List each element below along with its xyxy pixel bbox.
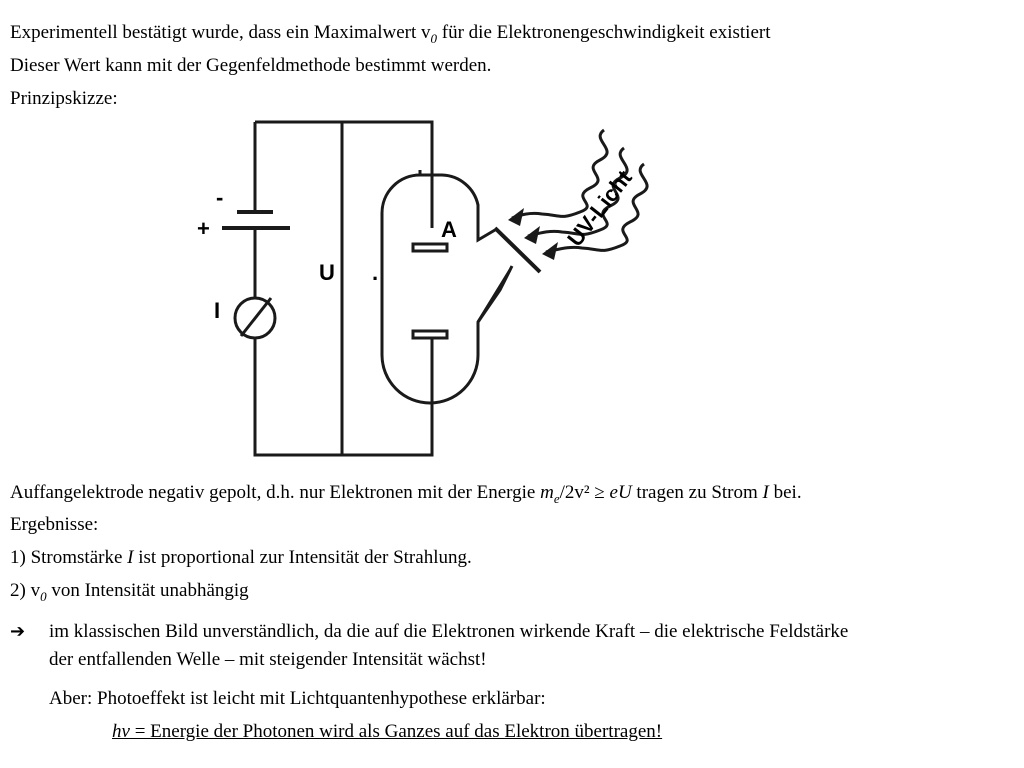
voltage-label: U bbox=[319, 260, 335, 285]
ergebnisse-heading: Ergebnisse: bbox=[10, 514, 99, 535]
arrow-bullet-icon: ➔ bbox=[10, 621, 26, 642]
auff-I: I bbox=[762, 482, 769, 503]
cathode-plate bbox=[413, 331, 447, 338]
final-text: = Energie der Photonen wird als Ganzes auf das Elektron übertragen! bbox=[129, 721, 663, 742]
uv-arrow-1 bbox=[508, 208, 524, 226]
result-1 bbox=[10, 546, 472, 570]
result-2-text-a: 2) v bbox=[10, 580, 41, 601]
final-hv: hν bbox=[112, 721, 130, 742]
aber-line: Aber: Photoeffekt ist leicht mit Lichtquantenhypothese erklärbar: bbox=[49, 688, 546, 709]
result-2-subscript: 0 bbox=[40, 589, 47, 604]
result-2 bbox=[10, 579, 249, 604]
auff-text-d: bei. bbox=[768, 482, 802, 503]
auff-text-b: /2v² ≥ bbox=[559, 482, 610, 503]
current-label: I bbox=[214, 298, 221, 323]
anode-label: A bbox=[441, 217, 457, 242]
intro-line-3: Prinzipskizze: bbox=[10, 88, 118, 109]
ammeter-slash bbox=[241, 298, 271, 336]
bullet-line-1: im klassischen Bild unverständlich, da die auf die Elektronen wirkende Kraft – die elektrische Feldstärke bbox=[49, 621, 849, 642]
auff-mass-subscript: e bbox=[553, 491, 560, 506]
auff-mass-symbol: m bbox=[540, 482, 554, 503]
uv-light-label: UV-Licht bbox=[562, 165, 637, 252]
result-2-text-b: von Intensität unabhängig bbox=[46, 580, 249, 601]
intro-line-2: Dieser Wert kann mit der Gegenfeldmethode bestimmt werden. bbox=[10, 55, 492, 76]
result-1-I: I bbox=[127, 547, 134, 568]
tube-outline-left bbox=[382, 170, 510, 403]
intro-line-1-subscript: 0 bbox=[430, 31, 438, 46]
auff-eU: eU bbox=[609, 482, 632, 503]
uv-arrow-3 bbox=[542, 242, 558, 260]
anode-plate bbox=[413, 244, 447, 251]
result-1-text-b: ist proportional zur Intensität der Strahlung. bbox=[133, 547, 472, 568]
battery-plus-label: + bbox=[197, 216, 210, 241]
auff-text-c: tragen zu Strom bbox=[631, 482, 763, 503]
intro-line-1-text-a: Experimentell bestätigt wurde, dass ein Maximalwert v bbox=[10, 22, 431, 43]
bullet-line-2: der entfallenden Welle – mit steigender Intensität wächst! bbox=[49, 649, 487, 670]
auffangelektrode-line bbox=[10, 481, 802, 506]
intro-line-1-text-b: für die Elektronengeschwindigkeit existiert bbox=[437, 22, 771, 43]
dot-label: . bbox=[372, 260, 379, 285]
battery-minus-label: - bbox=[216, 185, 224, 210]
uv-arrow-2 bbox=[524, 226, 540, 244]
final-line bbox=[112, 720, 662, 744]
result-1-text-a: 1) Stromstärke bbox=[10, 547, 128, 568]
auff-text-a: Auffangelektrode negativ gepolt, d.h. nur Elektronen mit der Energie bbox=[10, 482, 541, 503]
